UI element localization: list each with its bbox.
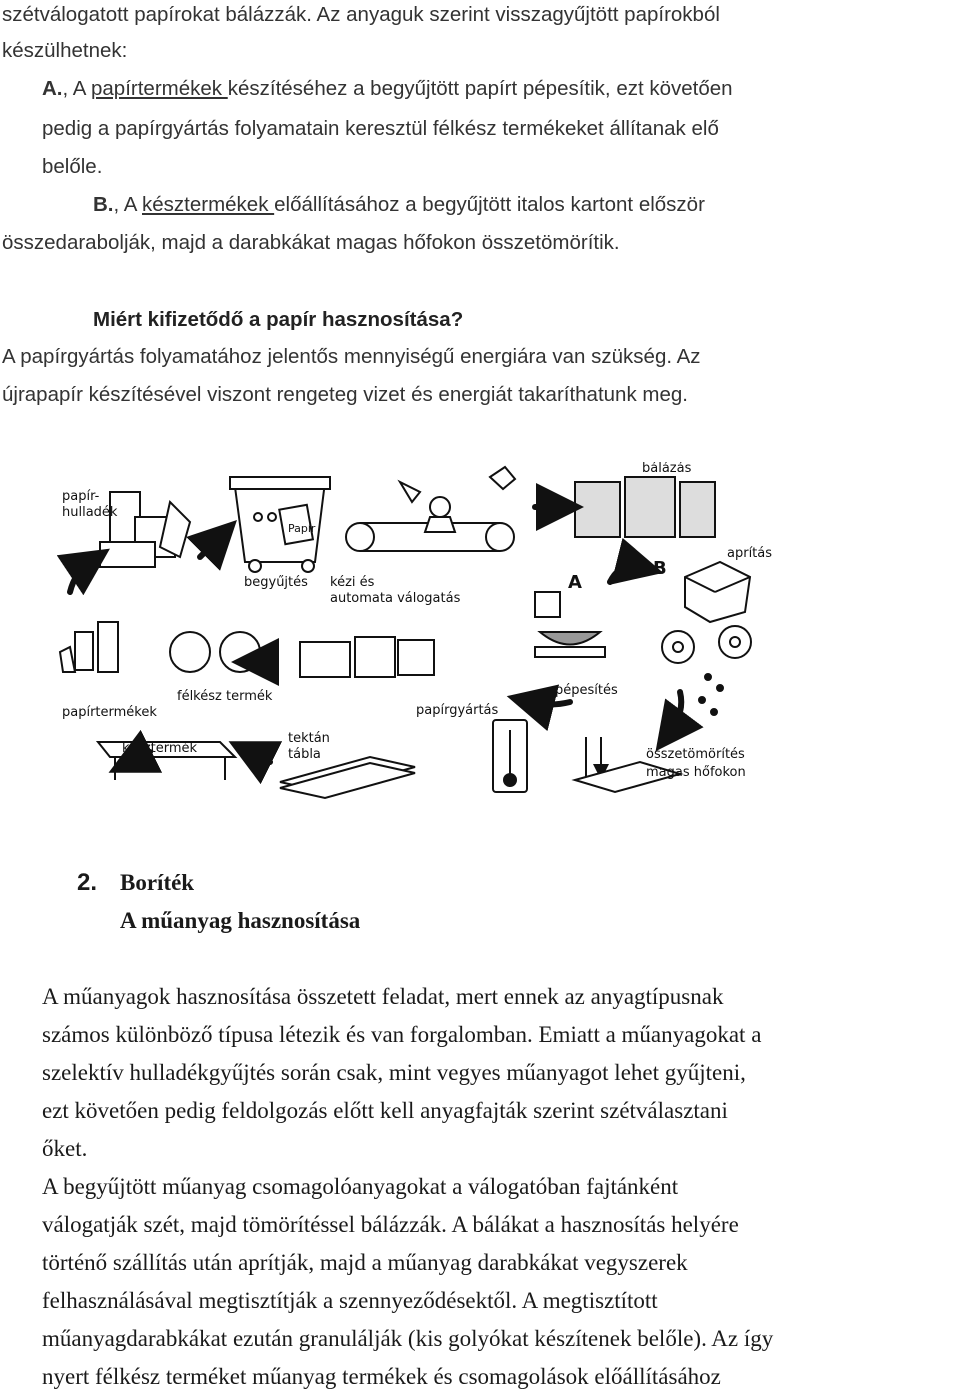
label-kezi-2: automata válogatás [330, 591, 461, 606]
intro-line-1: szétválogatott papírokat bálázzák. Az anyaguk szerint visszagyűjtött papírokból [2, 3, 720, 26]
label-balazas: bálázás [642, 462, 692, 476]
answer-line-1: A papírgyártás folyamatához jelentős mennyiségű energiára van szükség. Az [2, 345, 701, 368]
option-a-line-1 [42, 74, 733, 104]
body-p2-line-3: történő szállítás után aprítják, majd a műanyag darabkákat vegyszerek [42, 1250, 688, 1275]
body-p2-line-5: műanyagdarabkákat ezután granulálják (kis golyókat készítenek belőle). Az így [42, 1326, 774, 1351]
label-tektan-1: tektán [288, 731, 330, 746]
option-b-text-end: előállításához a begyűjtött italos kartont először [274, 193, 705, 216]
pulping-illustration [535, 592, 605, 657]
paper-products-illustration [60, 622, 118, 672]
body-p2-line-2: válogatják szét, majd tömörítéssel bálázzák. A bálákat a hasznosítás helyére [42, 1212, 739, 1237]
paper-waste-illustration [100, 492, 190, 567]
body-p1-line-5: őket. [42, 1136, 88, 1161]
question-heading: Miért kifizetődő a papír hasznosítása? [93, 308, 464, 331]
label-papirhulladek-2: hulladék [62, 505, 118, 520]
option-b-label: B. [93, 193, 114, 216]
option-a-text-end: készítéséhez a begyűjtött papírt pépesítik, ezt követően [227, 77, 733, 100]
section-subtitle: A műanyag hasznosítása [120, 908, 361, 933]
recycling-diagram [30, 462, 930, 822]
section-number: 2. [77, 869, 98, 896]
section-title: Boríték [120, 870, 195, 895]
body-p2-line-4: felhasználásával megtisztítják a szennyeződésektől. A megtisztított [42, 1288, 658, 1313]
label-osszetomorites-1: összetömörítés [646, 747, 745, 762]
option-b-line-1 [93, 190, 705, 220]
label-felkesz-termek: félkész termék [177, 689, 273, 704]
label-route-a: A [568, 572, 582, 593]
label-route-b: B [653, 558, 667, 579]
label-apritas: aprítás [727, 546, 773, 561]
label-keszermek: késztermék [122, 741, 198, 756]
label-papirgyartas: papírgyártás [416, 703, 499, 718]
body-p2-line-1: A begyűjtött műanyag csomagolóanyagokat a válogatóban fajtánként [42, 1174, 679, 1199]
body-p1-line-4: ezt követően pedig feldolgozás előtt kell anyagfajták szerint szétválasztani [42, 1098, 728, 1123]
option-a-underlined: papírtermékek [91, 77, 228, 100]
label-papirhulladek-1: papír- [62, 489, 100, 504]
option-a-line-2: pedig a papírgyártás folyamatain keresztül félkész termékeket állítanak elő [42, 117, 719, 140]
option-a-label: A. [42, 77, 63, 100]
label-osszetomorites-2: magas hőfokon [646, 765, 746, 780]
paper-rolls-illustration [170, 632, 434, 677]
label-pepesites: pépesítés [555, 683, 618, 698]
label-begyujtes: begyűjtés [244, 575, 308, 590]
gears-illustration [662, 626, 751, 715]
sorting-belt-illustration [346, 467, 515, 551]
option-b-text-start: , A [113, 193, 142, 216]
option-b-line-2: összedarabolják, majd a darabkákat magas hőfokon összetömörítik. [2, 231, 620, 254]
thermometer-icon [493, 720, 527, 792]
option-a-line-3: belőle. [42, 155, 103, 178]
answer-line-2: újrapapír készítésével viszont rengeteg vizet és energiát takaríthatunk meg. [2, 383, 688, 406]
option-b-underlined: késztermékek [142, 193, 275, 216]
label-papirtermekek: papírtermékek [62, 705, 157, 720]
bales-illustration [575, 477, 715, 537]
body-p1-line-2: számos különböző típusa létezik és van forgalomban. Emiatt a műanyagokat a [42, 1022, 762, 1047]
body-p1-line-1: A műanyagok hasznosítása összetett feladat, mert ennek az anyagtípusnak [42, 984, 724, 1009]
option-a-text-start: , A [62, 77, 91, 100]
shredded-box-illustration [685, 562, 750, 622]
body-p1-line-3: szelektív hulladékgyűjtés során csak, mint vegyes műanyagot lehet gyűjteni, [42, 1060, 746, 1085]
body-p2-line-6: nyert félkész terméket műanyag termékek és csomagolások előállításához [42, 1364, 721, 1389]
label-kezi-1: kézi és [330, 575, 375, 590]
label-tektan-2: tábla [288, 747, 321, 762]
label-papir-bin: Papír [288, 522, 316, 535]
intro-line-2: készülhetnek: [2, 39, 128, 62]
board-sheets-illustration [280, 757, 415, 798]
